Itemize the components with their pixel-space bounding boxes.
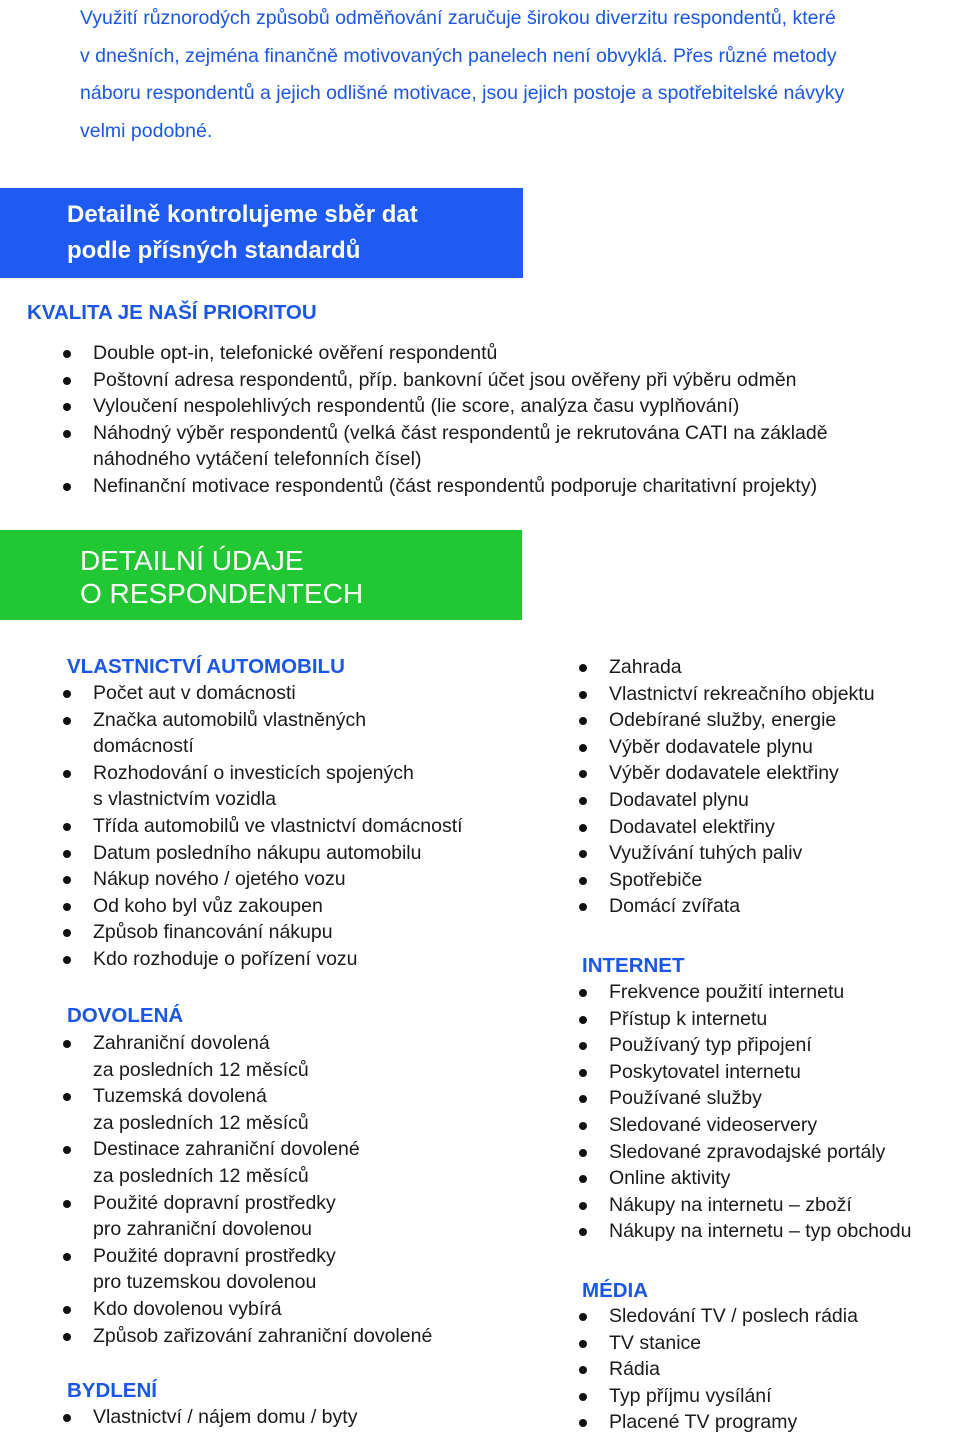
intro-line: náboru respondentů a jejich odlišné motivace, jsou jejich postoje a spotřebitelské návyky: [80, 82, 845, 104]
bullet-icon: [63, 1333, 71, 1341]
list-item-text: Využívání tuhých paliv: [609, 842, 803, 865]
list-item: [93, 946, 533, 973]
list-item-text: TV stanice: [609, 1331, 702, 1354]
bullet-icon: [579, 850, 587, 858]
list-item-text: Způsob zařizování zahraniční dovolené: [93, 1324, 433, 1347]
bullet-icon: [63, 876, 71, 884]
bullet-icon: [63, 770, 71, 778]
list-item-text: Online aktivity: [609, 1167, 731, 1190]
bullet-icon: [579, 989, 587, 997]
list-item-text: Sledované zpravodajské portály: [609, 1140, 886, 1163]
list-item: [93, 760, 533, 813]
bullet-icon: [63, 823, 71, 831]
bullet-icon: [579, 824, 587, 832]
list-item: [93, 893, 533, 920]
bullet-icon: [63, 350, 71, 358]
list-item-text: Domácí zvířata: [609, 895, 741, 918]
list-item-text: Kdo rozhoduje o pořízení vozu: [93, 947, 358, 970]
list-item-text: Datum posledního nákupu automobilu: [93, 841, 422, 864]
list-item-text: Nákupy na internetu – typ obchodu: [609, 1220, 912, 1243]
list-item-text: s vlastnictvím vozidla: [93, 788, 277, 811]
quality-banner: [0, 188, 523, 278]
list-item: [609, 867, 959, 894]
details-banner-line: DETAILNÍ ÚDAJE: [80, 545, 304, 576]
list-item: [93, 919, 533, 946]
bullet-icon: [63, 903, 71, 911]
list-item: [609, 814, 959, 841]
list-item-text: Zahraniční dovolená: [93, 1032, 270, 1054]
list-item-text: Způsob financování nákupu: [93, 921, 333, 944]
list-item-text: Placené TV programy: [609, 1411, 798, 1434]
bullet-icon: [579, 903, 587, 911]
bullet-icon: [63, 1306, 71, 1314]
list-item: [609, 1006, 959, 1033]
list-item: [93, 1243, 533, 1296]
list-item-text: Rozhodování o investicích spojených: [93, 761, 414, 784]
bullet-icon: [579, 877, 587, 885]
list-item: [609, 734, 959, 761]
list-item-text: Dodavatel elektřiny: [609, 815, 775, 838]
list-item-text: Náhodný výběr respondentů (velká část respondentů je rekrutována CATI na základě: [93, 421, 828, 444]
bullet-icon: [63, 483, 71, 491]
list-item: [609, 1356, 959, 1383]
bullet-icon: [579, 1149, 587, 1157]
list-item-text: Frekvence použití internetu: [609, 981, 845, 1003]
housing-list: [93, 1404, 533, 1431]
list-item-text: Destinace zahraniční dovolené: [93, 1138, 360, 1161]
list-item: [609, 787, 959, 814]
list-item-text: Poskytovatel internetu: [609, 1060, 801, 1083]
list-item: [93, 1136, 533, 1189]
list-item: [609, 1165, 959, 1192]
list-item-text: Vlastnictví / nájem domu / byty: [93, 1406, 358, 1428]
media-heading: MÉDIA: [582, 1279, 649, 1302]
list-item-text: Dodavatel plynu: [609, 788, 749, 811]
list-item: [609, 1032, 959, 1059]
list-item-text: Používaný typ připojení: [609, 1034, 812, 1057]
list-item: [609, 760, 959, 787]
bullet-icon: [63, 929, 71, 937]
bullet-icon: [63, 1200, 71, 1208]
list-item: [93, 1030, 533, 1083]
list-item-text: Přístup k internetu: [609, 1007, 768, 1030]
bullet-icon: [579, 691, 587, 699]
bullet-icon: [63, 1040, 71, 1048]
bullet-icon: [63, 1093, 71, 1101]
intro-line: velmi podobné.: [80, 119, 213, 142]
list-item-text: domácností: [93, 735, 194, 758]
list-item: [93, 680, 533, 707]
list-item-text: Zahrada: [609, 656, 682, 678]
list-item: [93, 707, 533, 760]
bullet-icon: [579, 744, 587, 752]
list-item: [93, 1083, 533, 1136]
intro-line: v dnešních, zejména finančně motivovaných panelech není obvyklá. Přes různé metody: [80, 44, 837, 67]
list-item: [609, 1139, 959, 1166]
bullet-icon: [579, 1069, 587, 1077]
bullet-icon: [579, 1340, 587, 1348]
list-item-text: Nákupy na internetu – zboží: [609, 1193, 852, 1216]
bullet-icon: [579, 1313, 587, 1321]
list-item: [93, 473, 953, 500]
bullet-icon: [579, 1095, 587, 1103]
list-item: [609, 707, 959, 734]
bullet-icon: [579, 1202, 587, 1210]
list-item-text: Od koho byl vůz zakoupen: [93, 894, 323, 917]
bullet-icon: [63, 1146, 71, 1154]
internet-heading: INTERNET: [582, 954, 685, 977]
bullet-icon: [579, 664, 587, 672]
details-banner: [0, 530, 522, 620]
bullet-icon: [579, 797, 587, 805]
intro-paragraph: [80, 0, 955, 150]
list-item: [609, 893, 959, 920]
quality-heading: KVALITA JE NAŠÍ PRIORITOU: [27, 301, 317, 324]
list-item-text: Použité dopravní prostředky: [93, 1244, 336, 1267]
list-item: [609, 979, 959, 1006]
media-list: [609, 1303, 959, 1436]
list-item-text: Výběr dodavatele plynu: [609, 735, 813, 758]
list-item-text: Vyloučení nespolehlivých respondentů (lie score, analýza času vyplňování): [93, 395, 740, 418]
list-item-text: Použité dopravní prostředky: [93, 1191, 336, 1214]
list-item: [93, 840, 533, 867]
quality-banner-line: Detailně kontrolujeme sběr dat: [67, 201, 418, 228]
intro-line: Využití různorodých způsobů odměňování zaručuje širokou diverzitu respondentů, které: [80, 7, 836, 29]
list-item: [93, 340, 953, 367]
list-item: [93, 1404, 533, 1431]
details-banner-line: O RESPONDENTECH: [80, 578, 364, 609]
bullet-icon: [579, 1016, 587, 1024]
list-item: [609, 1192, 959, 1219]
list-item-text: Vlastnictví rekreačního objektu: [609, 682, 875, 705]
list-item: [609, 1409, 959, 1436]
list-item-text: Nákup nového / ojetého vozu: [93, 868, 346, 891]
list-item-text: Třída automobilů ve vlastnictví domácností: [93, 814, 463, 837]
list-item-text: Typ příjmu vysílání: [609, 1384, 772, 1407]
cars-list: [93, 680, 533, 973]
bullet-icon: [579, 717, 587, 725]
bullet-icon: [63, 377, 71, 385]
list-item-text: Spotřebiče: [609, 868, 703, 891]
list-item: [93, 866, 533, 893]
bullet-icon: [63, 690, 71, 698]
list-item: [93, 813, 533, 840]
list-item: [93, 1323, 533, 1350]
bullet-icon: [63, 850, 71, 858]
list-item: [609, 1383, 959, 1410]
vacation-heading: DOVOLENÁ: [67, 1004, 184, 1027]
list-item: [609, 681, 959, 708]
list-item-text: pro zahraniční dovolenou: [93, 1218, 312, 1241]
bullet-icon: [63, 717, 71, 725]
list-item-text: Výběr dodavatele elektřiny: [609, 762, 839, 785]
list-item-text: Počet aut v domácnosti: [93, 682, 296, 704]
list-item: [609, 654, 959, 681]
bullet-icon: [579, 1366, 587, 1374]
list-item: [609, 1218, 959, 1245]
list-item-text: za posledních 12 měsíců: [93, 1111, 309, 1134]
bullet-icon: [579, 1175, 587, 1183]
bullet-icon: [579, 1042, 587, 1050]
bullet-icon: [63, 430, 71, 438]
bullet-icon: [579, 770, 587, 778]
list-item-text: Používané služby: [609, 1087, 762, 1110]
list-item: [609, 1059, 959, 1086]
list-item-text: Nefinanční motivace respondentů (část respondentů podporuje charitativní projekty): [93, 474, 818, 497]
list-item: [93, 1296, 533, 1323]
list-item-text: Značka automobilů vlastněných: [93, 708, 367, 731]
list-item-text: Sledované videoservery: [609, 1113, 818, 1136]
list-item: [609, 1330, 959, 1357]
bullet-icon: [63, 403, 71, 411]
internet-list: [609, 979, 959, 1245]
housing-heading: BYDLENÍ: [67, 1379, 157, 1402]
housing-cont-list: [609, 654, 959, 920]
bullet-icon: [579, 1228, 587, 1236]
list-item: [93, 420, 953, 473]
list-item: [93, 367, 953, 394]
list-item-text: Odebírané služby, energie: [609, 709, 837, 732]
bullet-icon: [63, 1414, 71, 1422]
vacation-list: [93, 1030, 533, 1349]
list-item-text: náhodného vytáčení telefonních čísel): [93, 448, 422, 471]
bullet-icon: [579, 1122, 587, 1130]
list-item: [609, 1112, 959, 1139]
list-item: [609, 840, 959, 867]
list-item: [93, 1190, 533, 1243]
cars-heading: VLASTNICTVÍ AUTOMOBILU: [67, 655, 345, 678]
list-item-text: Poštovní adresa respondentů, příp. bankovní účet jsou ověřeny při výběru odměn: [93, 368, 797, 391]
bullet-icon: [63, 1253, 71, 1261]
list-item-text: pro tuzemskou dovolenou: [93, 1271, 317, 1294]
list-item-text: Kdo dovolenou vybírá: [93, 1297, 282, 1320]
list-item: [609, 1303, 959, 1330]
list-item-text: za posledních 12 měsíců: [93, 1058, 309, 1081]
list-item-text: za posledních 12 měsíců: [93, 1164, 309, 1187]
list-item: [93, 393, 953, 420]
list-item: [609, 1085, 959, 1112]
list-item-text: Rádia: [609, 1358, 660, 1381]
bullet-icon: [63, 956, 71, 964]
bullet-icon: [579, 1419, 587, 1427]
list-item-text: Double opt-in, telefonické ověření respondentů: [93, 342, 498, 364]
quality-list: [93, 340, 953, 500]
bullet-icon: [579, 1393, 587, 1401]
list-item-text: Tuzemská dovolená: [93, 1085, 267, 1108]
quality-banner-line: podle přísných standardů: [67, 237, 361, 264]
list-item-text: Sledování TV / poslech rádia: [609, 1305, 858, 1327]
